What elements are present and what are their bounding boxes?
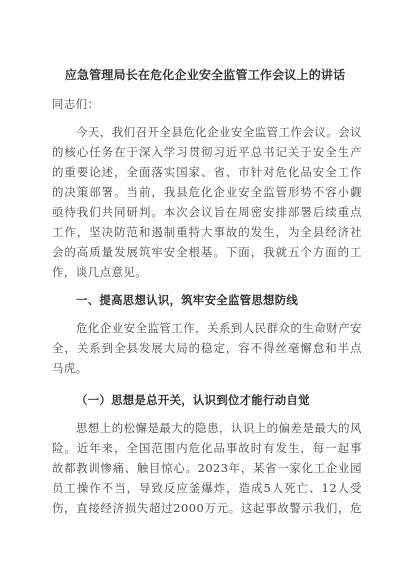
- paragraph-line: 全，关系到全县发展大局的稳定，容不得丝毫懈怠和半点: [52, 341, 362, 355]
- document-title: 应急管理局长在危化企业安全监管工作会议上的讲话: [64, 68, 346, 82]
- paragraph-line: 险。近年来，全国范围内危化品事故时有发生，每一起事: [52, 441, 362, 455]
- paragraph-line: 工作，坚决防范和遏制重特大事故的发生，为全县经济社: [52, 225, 362, 239]
- paragraph-line: 思想上的松懈是最大的隐患，认识上的偏差是最大的风: [76, 421, 362, 435]
- paragraph-line: 作，谈几点意见。: [52, 265, 148, 279]
- subsection-heading: （一）思想是总开关，认识到位才能行动自觉: [76, 393, 310, 407]
- salutation: 同志们：: [52, 97, 100, 111]
- paragraph-line: 的决策部署。当前，我县危化企业安全监管形势不容小觑: [52, 185, 362, 199]
- paragraph-line: 马虎。: [52, 361, 88, 375]
- paragraph-line: 员工操作不当，导致反应釜爆炸，造成5人死亡、12人受: [52, 481, 362, 495]
- paragraph-line: 今天，我们召开全县危化企业安全监管工作会议。会议: [76, 125, 362, 139]
- section-heading: 一、提高思想认识，筑牢安全监管思想防线: [76, 293, 299, 307]
- paragraph-line: 亟待我们共同研判。本次会议旨在周密安排部署后续重点: [52, 205, 362, 219]
- paragraph-line: 故都教训惨痛、触目惊心。2023年，某省一家化工企业园: [52, 461, 362, 475]
- paragraph-line: 伤，直接经济损失超过2000万元。这起事故警示我们，危: [52, 501, 362, 515]
- paragraph-line: 的重要论述，全面落实国家、省、市针对危化品安全工作: [52, 165, 362, 179]
- paragraph-line: 危化企业安全监管工作，关系到人民群众的生命财产安: [76, 321, 362, 335]
- paragraph-line: 会的高质量发展筑牢安全根基。下面，我就五个方面的工: [52, 245, 362, 259]
- paragraph-line: 的核心任务在于深入学习贯彻习近平总书记关于安全生产: [52, 145, 362, 159]
